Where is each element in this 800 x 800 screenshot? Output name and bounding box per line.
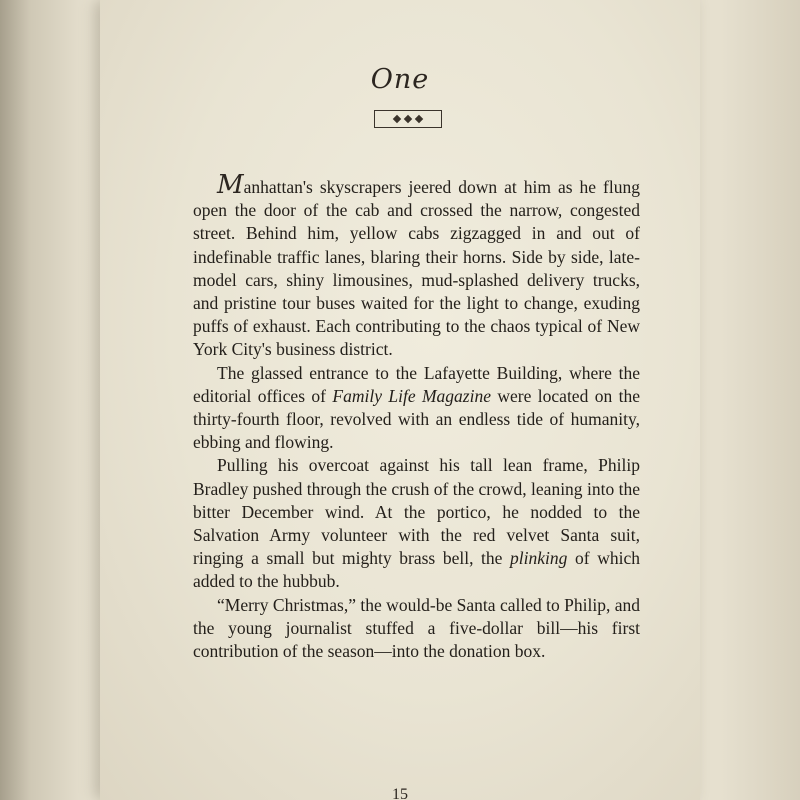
chapter-title: One [370,64,430,95]
ornament-diamond-icon [415,115,423,123]
paragraph [193,594,640,664]
chapter-ornament [374,110,442,128]
paragraph-text: were located on the thirty-fourth floor, revolved with an endless tide of humanity, ebbing and flowing. [193,385,641,453]
paragraph-text: Pulling his overcoat against his tall lean frame, Philip Bradley pushed through the crush of the crowd, leaning into the bitter December wind. At the portico, he nodded to the Salvation Army volunteer with the red velvet Santa suit, ringing a small but mighty brass bell, the [193,455,640,569]
paragraph-text: The glassed entrance to the Lafayette Building, where the editorial offices of [193,362,640,406]
paragraph-text: anhattan's skyscrapers jeered down at him as he flung open the door of the cab and crossed the narrow, congested street. Behind him, yellow cabs zigzagged in and out of indefinable traffic lanes, blaring their horns. Side by side, late-model cars, shiny limousines, mud-splashed delivery trucks, and pristine tour buses waited for the light to change, exuding puffs of exhaust. Each contributing to the chaos typical of New York City's business district. [193,177,640,360]
chapter-body [193,170,641,663]
ornament-diamond-icon [404,115,412,123]
paragraph [193,170,640,362]
paragraph-text: of which added to the hubbub. [193,548,640,592]
paragraph-text: “Merry Christmas,” the would-be Santa called to Philip, and the young journalist stuffed a five-dollar bill—his first contribution of the season—into the donation box. [193,594,640,662]
drop-cap: M [217,170,244,200]
emphasis-word: plinking [510,548,568,569]
paragraph [193,362,640,455]
magazine-title: Family Life Magazine [332,385,491,406]
page-number: 15 [392,786,408,800]
paragraph [193,454,640,593]
ornament-diamond-icon [393,115,401,123]
